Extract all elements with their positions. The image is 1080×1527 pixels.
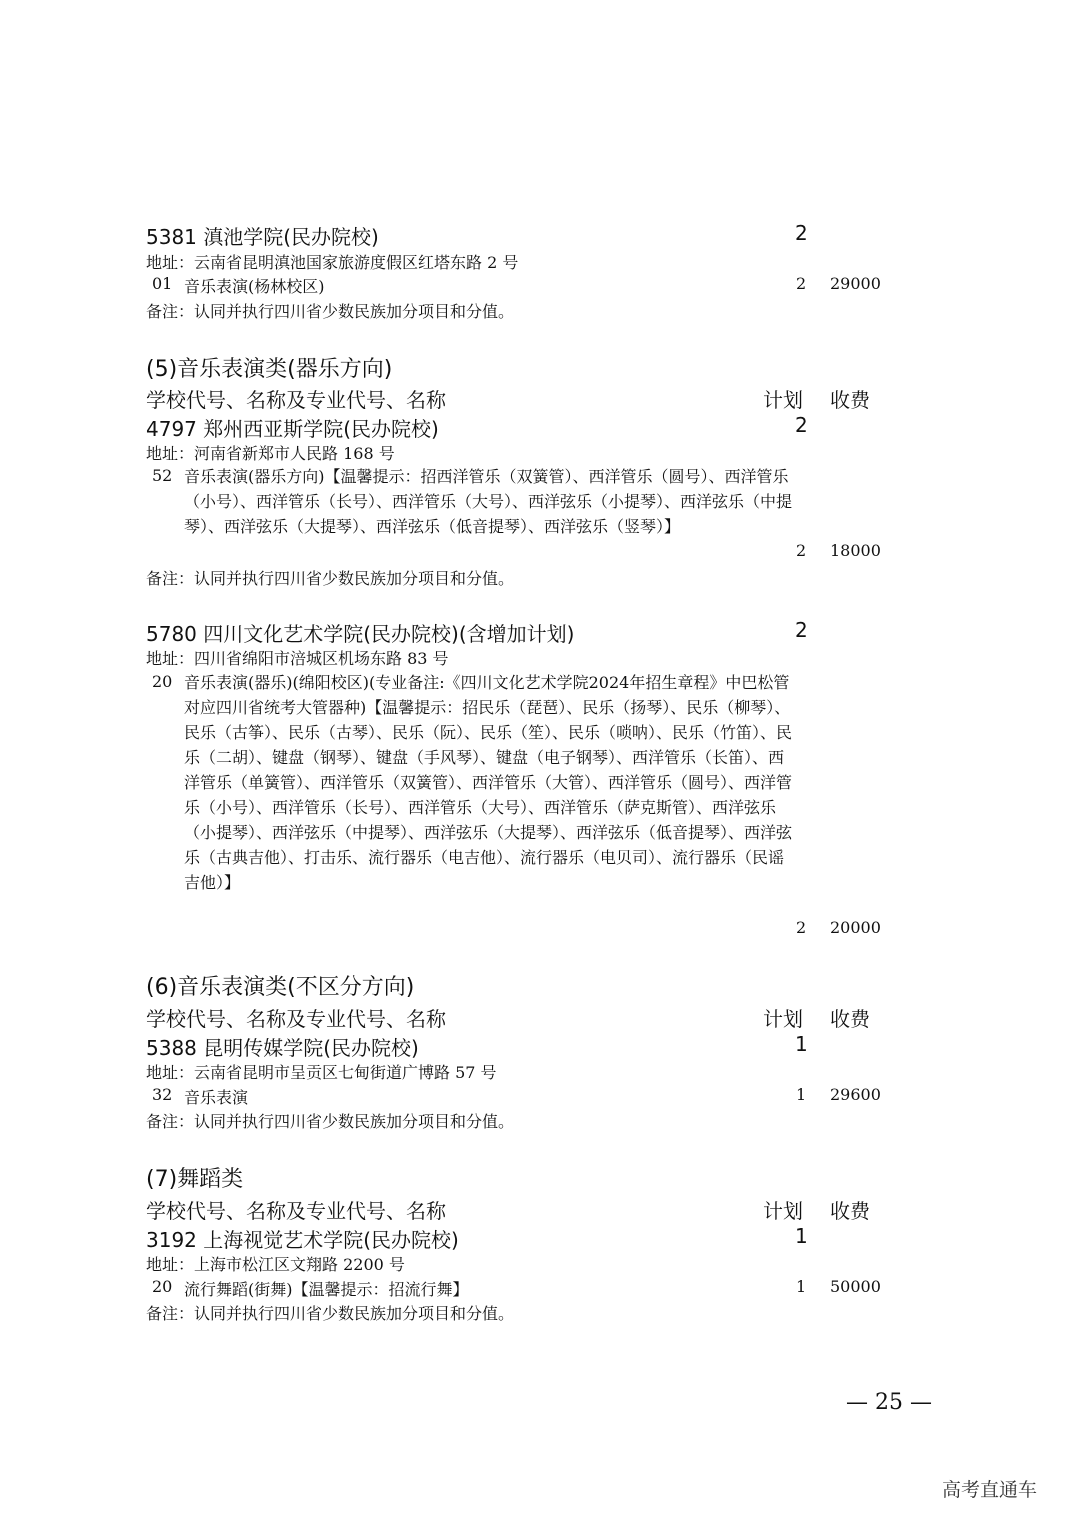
column-header — [146, 1003, 886, 1032]
major-fee: 29000 — [830, 274, 881, 293]
school-plan: 2 — [795, 618, 808, 642]
school-plan: 2 — [795, 413, 808, 437]
column-header-name: 学校代号、名称及专业代号、名称 — [146, 1007, 446, 1031]
school-title: 5388 昆明传媒学院(民办院校) — [146, 1036, 419, 1060]
column-header-plan: 计划 — [763, 1007, 803, 1031]
school-plan: 1 — [795, 1032, 808, 1056]
column-header-fee: 收费 — [830, 388, 870, 412]
column-header-fee: 收费 — [830, 1007, 870, 1031]
major-plan: 2 — [796, 274, 807, 293]
column-header-plan: 计划 — [763, 1199, 803, 1223]
school-5381-header — [146, 221, 886, 250]
column-header — [146, 384, 886, 413]
major-fee: 29600 — [830, 1085, 881, 1104]
school-plan: 1 — [795, 1224, 808, 1248]
school-remark: 备注：认同并执行四川省少数民族加分项目和分值。 — [146, 1304, 515, 1323]
page-number: — 25 — — [846, 1390, 932, 1415]
major-plan: 1 — [796, 1085, 807, 1104]
school-5780-header — [146, 618, 886, 647]
school-address: 地址：上海市松江区文翔路 2200 号 — [146, 1255, 405, 1274]
major-plan: 1 — [796, 1277, 807, 1296]
school-title: 4797 郑州西亚斯学院(民办院校) — [146, 417, 439, 441]
section-title: (6)音乐表演类(不区分方向) — [146, 975, 415, 1000]
school-3192-header — [146, 1224, 886, 1253]
school-remark: 备注：认同并执行四川省少数民族加分项目和分值。 — [146, 302, 515, 321]
school-remark: 备注：认同并执行四川省少数民族加分项目和分值。 — [146, 569, 515, 588]
school-5388-header — [146, 1032, 886, 1061]
major-code: 20 — [152, 672, 173, 691]
major-fee: 20000 — [830, 918, 881, 937]
section-title: (5)音乐表演类(器乐方向) — [146, 357, 393, 382]
school-4797-header — [146, 413, 886, 442]
major-plan: 2 — [796, 541, 807, 560]
major-code: 01 — [152, 274, 173, 293]
major-code: 32 — [152, 1085, 173, 1104]
major-name: 流行舞蹈(街舞)【温馨提示：招流行舞】 — [184, 1280, 469, 1299]
school-remark: 备注：认同并执行四川省少数民族加分项目和分值。 — [146, 1112, 515, 1131]
school-title: 3192 上海视觉艺术学院(民办院校) — [146, 1228, 459, 1252]
school-address: 地址：云南省昆明滇池国家旅游度假区红塔东路 2 号 — [146, 253, 519, 272]
column-header-fee: 收费 — [830, 1199, 870, 1223]
major-plan: 2 — [796, 918, 807, 937]
school-plan: 2 — [795, 221, 808, 245]
major-text: 音乐表演(器乐)(绵阳校区)(专业备注:《四川文化艺术学院2024年招生章程》中巴松管对应四川省统考大管器种)【温馨提示：招民乐（琵琶）、民乐（扬琴）、民乐（柳琴）、民乐（古筝）、民乐（古琴）、民乐（阮）、民乐（笙）、民乐（唢呐）、民乐（竹笛）、民乐（二胡）、键盘（钢琴）、键盘（手风琴）、键盘（电子钢琴）、西洋管乐（长笛）、西洋管乐（单簧管）、西洋管乐（双簧管）、西洋管乐（大管）、西洋管乐（圆号）、西洋管乐（小号）、西洋管乐（长号）、西洋管乐（大号）、西洋管乐（萨克斯管）、西洋弦乐（小提琴）、西洋弦乐（中提琴）、西洋弦乐（大提琴）、西洋弦乐（低音提琴）、西洋弦乐（古典吉他）、打击乐、流行器乐（电吉他）、流行器乐（电贝司）、流行器乐（民谣吉他）】 — [184, 673, 793, 892]
major-code: 20 — [152, 1277, 173, 1296]
major-name: 音乐表演 — [184, 1088, 249, 1107]
major-code: 52 — [152, 466, 173, 485]
column-header-plan: 计划 — [763, 388, 803, 412]
school-address: 地址：河南省新郑市人民路 168 号 — [146, 444, 395, 463]
school-title: 5780 四川文化艺术学院(民办院校)(含增加计划) — [146, 622, 575, 646]
school-title: 5381 滇池学院(民办院校) — [146, 225, 379, 249]
school-address: 地址：四川省绵阳市涪城区机场东路 83 号 — [146, 649, 449, 668]
school-address: 地址：云南省昆明市呈贡区七甸街道广博路 57 号 — [146, 1063, 497, 1082]
section-title: (7)舞蹈类 — [146, 1167, 244, 1192]
major-text: 音乐表演(器乐方向)【温馨提示：招西洋管乐（双簧管）、西洋管乐（圆号）、西洋管乐（小号）、西洋管乐（长号）、西洋管乐（大号）、西洋弦乐（小提琴）、西洋弦乐（中提琴）、西洋弦乐（大提琴）、西洋弦乐（低音提琴）、西洋弦乐（竖琴）】 — [184, 467, 793, 536]
column-header-name: 学校代号、名称及专业代号、名称 — [146, 1199, 446, 1223]
major-name: 音乐表演(杨林校区) — [184, 277, 325, 296]
major-fee: 18000 — [830, 541, 881, 560]
column-header-name: 学校代号、名称及专业代号、名称 — [146, 388, 446, 412]
watermark: 高考直通车 — [942, 1479, 1038, 1501]
major-fee: 50000 — [830, 1277, 881, 1296]
column-header — [146, 1195, 886, 1224]
